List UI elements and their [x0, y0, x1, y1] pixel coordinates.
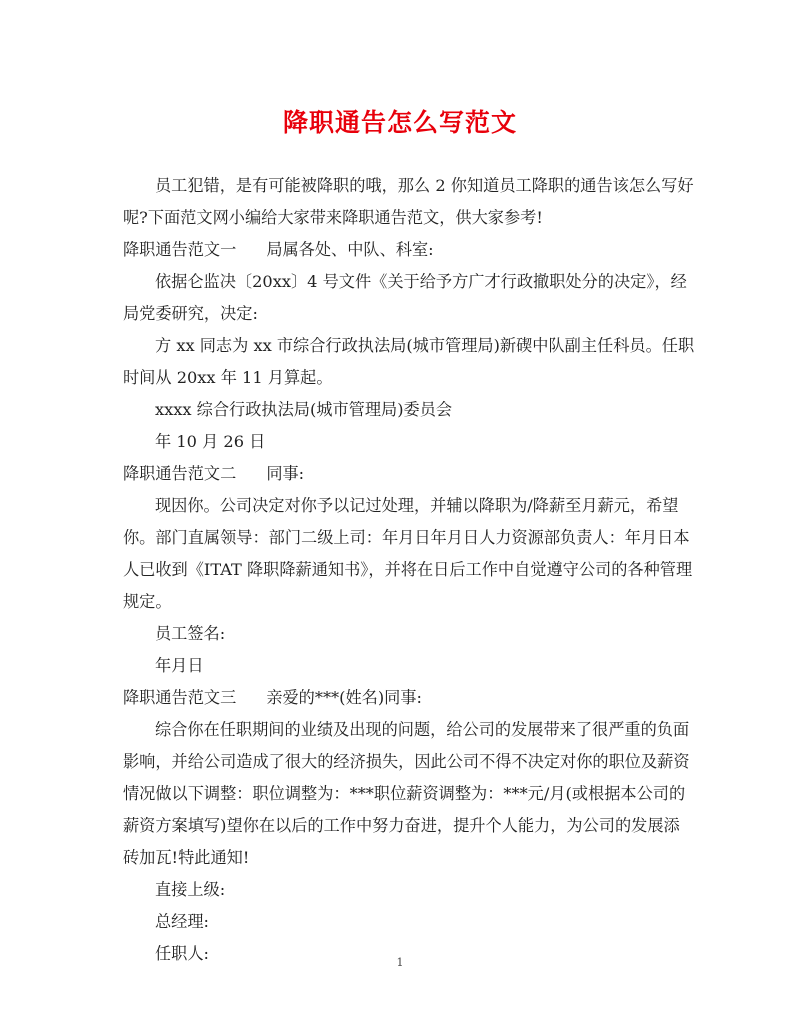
sample3-paragraph-line-5: 砖加瓦!特此通知! [123, 848, 250, 867]
sample1-signer: xxxx 综合行政执法局(城市管理局)委员会 [155, 400, 453, 419]
sample3-heading-row [123, 688, 422, 708]
sample1-heading: 降职通告范文一 [123, 240, 237, 259]
sample2-heading-row [123, 464, 304, 484]
sample3-manager-label: 总经理: [155, 912, 210, 931]
sample1-addressee: 局属各处、中队、科室: [266, 240, 434, 259]
sample1-date: 年 10 月 26 日 [155, 432, 266, 451]
sample3-paragraph-line-1: 综合你在任职期间的业绩及出现的问题，给公司的发展带来了很严重的负面 [155, 720, 690, 739]
sample2-paragraph-line-3: 人已收到《ITAT 降职降薪通知书》，并将在日后工作中自觉遵守公司的各种管理 [123, 560, 693, 579]
sample3-paragraph-line-2: 影响，并给公司造成了很大的经济损失，因此公司不得不决定对你的职位及薪资 [123, 752, 690, 771]
sample3-heading: 降职通告范文三 [123, 688, 237, 707]
document-title: 降职通告怎么写范文 [282, 108, 517, 137]
sample2-sign-label: 员工签名: [155, 624, 226, 643]
sample1-paragraph1-line-1: 依据仑监决〔20xx〕4 号文件《关于给予方广才行政撤职处分的决定》，经 [155, 272, 687, 291]
sample2-heading: 降职通告范文二 [123, 464, 237, 483]
sample2-paragraph-line-2: 你。部门直属领导：部门二级上司：年月日年月日人力资源部负责人：年月日本 [123, 528, 690, 547]
sample3-addressee: 亲爱的***(姓名)同事: [266, 688, 422, 707]
sample3-appointee-label: 任职人: [155, 944, 210, 963]
sample3-paragraph-line-4: 薪资方案填写)望你在以后的工作中努力奋进，提升个人能力，为公司的发展添 [123, 816, 680, 835]
sample1-paragraph2-line-1: 方 xx 同志为 xx 市综合行政执法局(城市管理局)新碶中队副主任科员。任职 [155, 336, 695, 355]
sample3-paragraph-line-3: 情况做以下调整：职位调整为：***职位薪资调整为：***元/月(或根据本公司的 [123, 784, 686, 803]
sample1-heading-row [123, 240, 434, 260]
sample2-date-label: 年月日 [155, 656, 204, 675]
sample2-paragraph-line-1: 现因你。公司决定对你予以记过处理，并辅以降职为/降薪至月薪元，希望 [155, 496, 679, 515]
intro-line-1: 员工犯错，是有可能被降职的哦，那么 2 你知道员工降职的通告该怎么写好 [155, 176, 694, 195]
sample2-paragraph-line-4: 规定。 [123, 592, 172, 611]
intro-line-2: 呢?下面范文网小编给大家带来降职通告范文，供大家参考! [123, 208, 543, 227]
page-number: 1 [396, 956, 404, 969]
sample1-paragraph1-line-2: 局党委研究，决定: [123, 304, 258, 323]
sample1-paragraph2-line-2: 时间从 20xx 年 11 月算起。 [123, 368, 333, 387]
sample2-addressee: 同事: [266, 464, 305, 483]
sample3-superior-label: 直接上级: [155, 880, 226, 899]
